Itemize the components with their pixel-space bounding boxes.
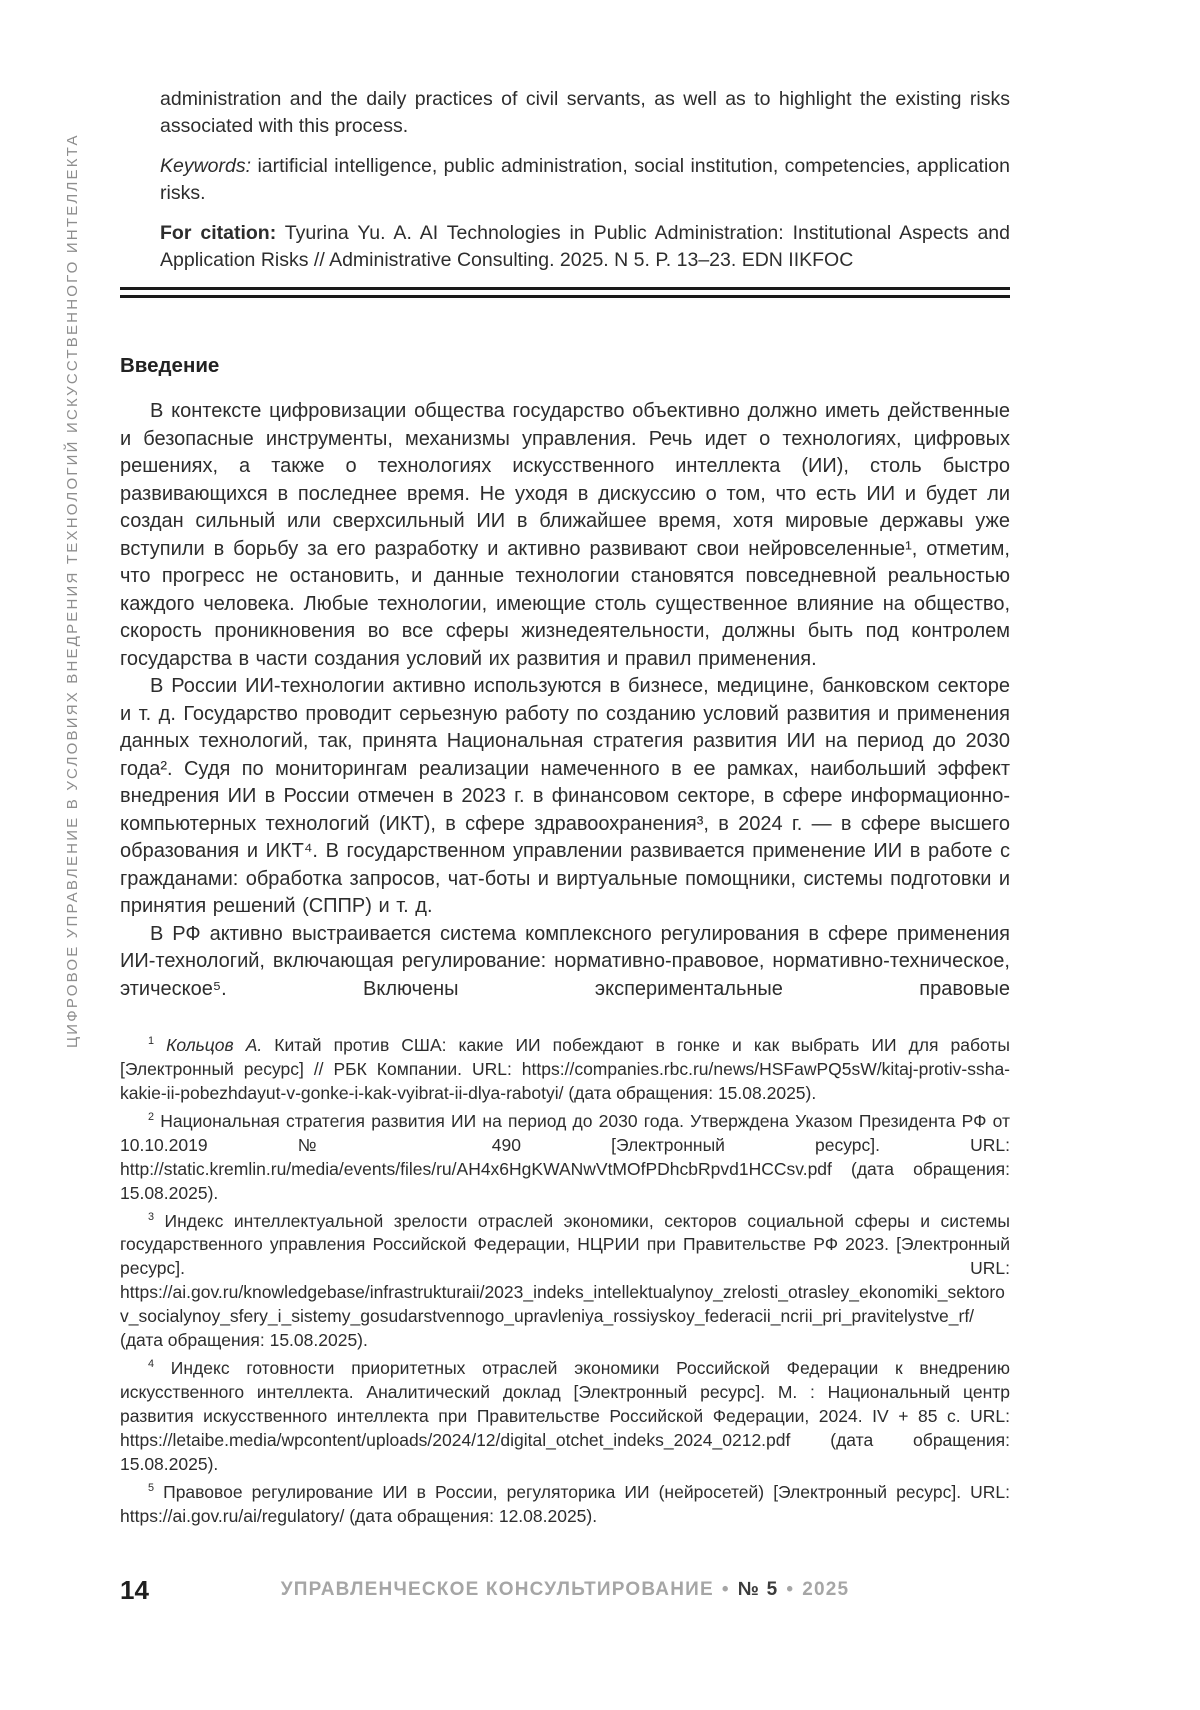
- body-paragraph-3: В РФ активно выстраивается система комплексного регулирования в сфере применения ИИ-технологий, включающая регулирование: нормативно-правовое, нормативно-техническое, этическое⁵. Включены экспериментальные правовые: [120, 922, 1010, 1000]
- footnote-2-text: Национальная стратегия развития ИИ на период до 2030 года. Утверждена Указом Президента РФ от 10.10.2019 № 490 [Электронный ресурс]. URL: http://static.kremlin.ru/media/events/files/ru/AH4x6HgKWANwVtMOfPDhcbRpvd1HCCsv.pdf (дата обращения: 15.08.2025).: [120, 1110, 1010, 1203]
- footnote-5: [120, 1476, 1010, 1528]
- section-heading-introduction: Введение: [120, 354, 220, 377]
- body-paragraph-2: В России ИИ-технологии активно используются в бизнесе, медицине, банковском секторе и т. д. Государство проводит серьезную работу по созданию условий развития и применения данных технологий, так, принята Национальная стратегия развития ИИ на период до 2030 года². Судя по мониторингам реализации намеченного в ее рамках, наибольший эффект внедрения ИИ в России отмечен в 2023 г. в финансовом секторе, в сфере информационно-компьютерных технологий (ИКТ), в сфере здравоохранения³, в 2024 г. — в сфере высшего образования и ИКТ⁴. В государственном управлении развивается применение ИИ в работе с гражданами: обработка запросов, чат-боты и виртуальные помощники, системы подготовки и принятия решений (СППР) и т. д.: [120, 675, 1010, 917]
- footnote-3-marker: 3: [148, 1210, 155, 1223]
- footnote-1-text: Китай против США: какие ИИ побеждают в гонке и как выбрать ИИ для работы [Электронный ресурс] // РБК Компании. URL: https://companies.rbc.ru/news/HSFawPQ5sW/kitaj-protiv-ssha-kakie-ii-pobezhdayut-v-gonke-i-kak-vyibrat-ii-dlya-rabotyi/ (дата обращения: 15.08.2025).: [120, 1034, 1010, 1103]
- footnote-5-text: Правовое регулирование ИИ в России, регуляторика ИИ (нейросетей) [Электронный ресурс]. URL: https://ai.gov.ru/ai/regulatory/ (дата обращения: 12.08.2025).: [120, 1482, 1010, 1527]
- section-rubric-vertical: ЦИФРОВОЕ УПРАВЛЕНИЕ В УСЛОВИЯХ ВНЕДРЕНИЯ ТЕХНОЛОГИЙ ИСКУССТВЕННОГО ИНТЕЛЛЕКТА: [64, 133, 81, 1048]
- footer-separator-dot: •: [786, 1579, 795, 1600]
- footnote-4: [120, 1352, 1010, 1476]
- page-content: [120, 86, 1010, 1528]
- footnote-4-marker: 4: [148, 1358, 155, 1371]
- journal-issue-number: № 5: [737, 1579, 779, 1600]
- abstract-text: administration and the daily practices of civil servants, as well as to highlight the existing risks associated with this process.: [160, 88, 1010, 137]
- citation-text: Tyurina Yu. A. AI Technologies in Public Administration: Institutional Aspects and Application Risks // Administrative Consulting. 2025. N 5. P. 13–23. EDN IIKFOC: [160, 222, 1010, 271]
- footnote-4-text: Индекс готовности приоритетных отраслей экономики Российской Федерации к внедрению искусственного интеллекта. Аналитический доклад [Электронный ресурс]. М. : Национальный центр развития искусственного интеллекта при Правительстве Российской Федерации, 2024. IV + 85 с. URL: https://letaibe.media/wpcontent/uploads/2024/12/digital_otchet_indeks_2024_0212.pdf (дата обращения: 15.08.2025).: [120, 1358, 1010, 1475]
- footnote-1: [120, 1029, 1010, 1105]
- section-divider-rule: [120, 287, 1010, 298]
- abstract-block: [120, 86, 1010, 274]
- footnote-1-author: Кольцов А.: [166, 1034, 263, 1055]
- footnotes-block: [120, 1029, 1010, 1528]
- journal-year: 2025: [802, 1579, 850, 1600]
- footer-separator-dot: •: [721, 1579, 730, 1600]
- keywords-paragraph: [160, 153, 1010, 207]
- citation-paragraph: [160, 220, 1010, 274]
- footnote-2: [120, 1105, 1010, 1205]
- journal-name: УПРАВЛЕНЧЕСКОЕ КОНСУЛЬТИРОВАНИЕ: [280, 1579, 714, 1600]
- keywords-label: Keywords:: [160, 155, 252, 177]
- footnote-3-text: Индекс интеллектуальной зрелости отраслей экономики, секторов социальной сферы и системы государственного управления Российской Федерации, НЦРИИ при Правительстве РФ 2023. [Электронный ресурс]. URL: https://ai.gov.ru/knowledgebase/infrastrukturaii/2023_indeks_intellektualynoy_zrelosti_otrasley_ekonomiki_sektorov_socialynoy_sfery_i_sistemy_gosudarstvennogo_upravleniya_rossiyskoy_federacii_ncrii_pri_pravitelystve_rf/ (дата обращения: 15.08.2025).: [120, 1210, 1010, 1351]
- footnote-2-marker: 2: [148, 1110, 155, 1123]
- page-footer: [120, 1572, 1010, 1608]
- page-number: 14: [120, 1575, 149, 1605]
- body-paragraph-1: В контексте цифровизации общества государство объективно должно иметь действенные и безопасные инструменты, механизмы управления. Речь идет о технологиях, цифровых решениях, а также о технологиях искусственного интеллекта (ИИ), столь быстро развивающихся в последнее время. Не уходя в дискуссию о том, что есть ИИ и будет ли создан сильный или сверхсильный ИИ в ближайшее время, хотя мировые державы уже вступили в борьбу за его разработку и активно развивают свои нейровселенные¹, отметим, что прогресс не остановить, и данные технологии становятся повседневной реальностью каждого человека. Любые технологии, имеющие столь существенное влияние на общество, скорость проникновения во все сферы жизнедеятельности, должны быть под контролем государства в части создания условий их развития и правил применения.: [120, 400, 1010, 670]
- footnote-1-marker: 1: [148, 1035, 155, 1047]
- footnote-3: [120, 1205, 1010, 1353]
- journal-footer-title: [281, 1572, 850, 1608]
- citation-label: For citation:: [160, 222, 277, 244]
- footnote-5-marker: 5: [148, 1482, 155, 1495]
- keywords-text: iartificial intelligence, public administration, social institution, competencies, application risks.: [160, 155, 1010, 204]
